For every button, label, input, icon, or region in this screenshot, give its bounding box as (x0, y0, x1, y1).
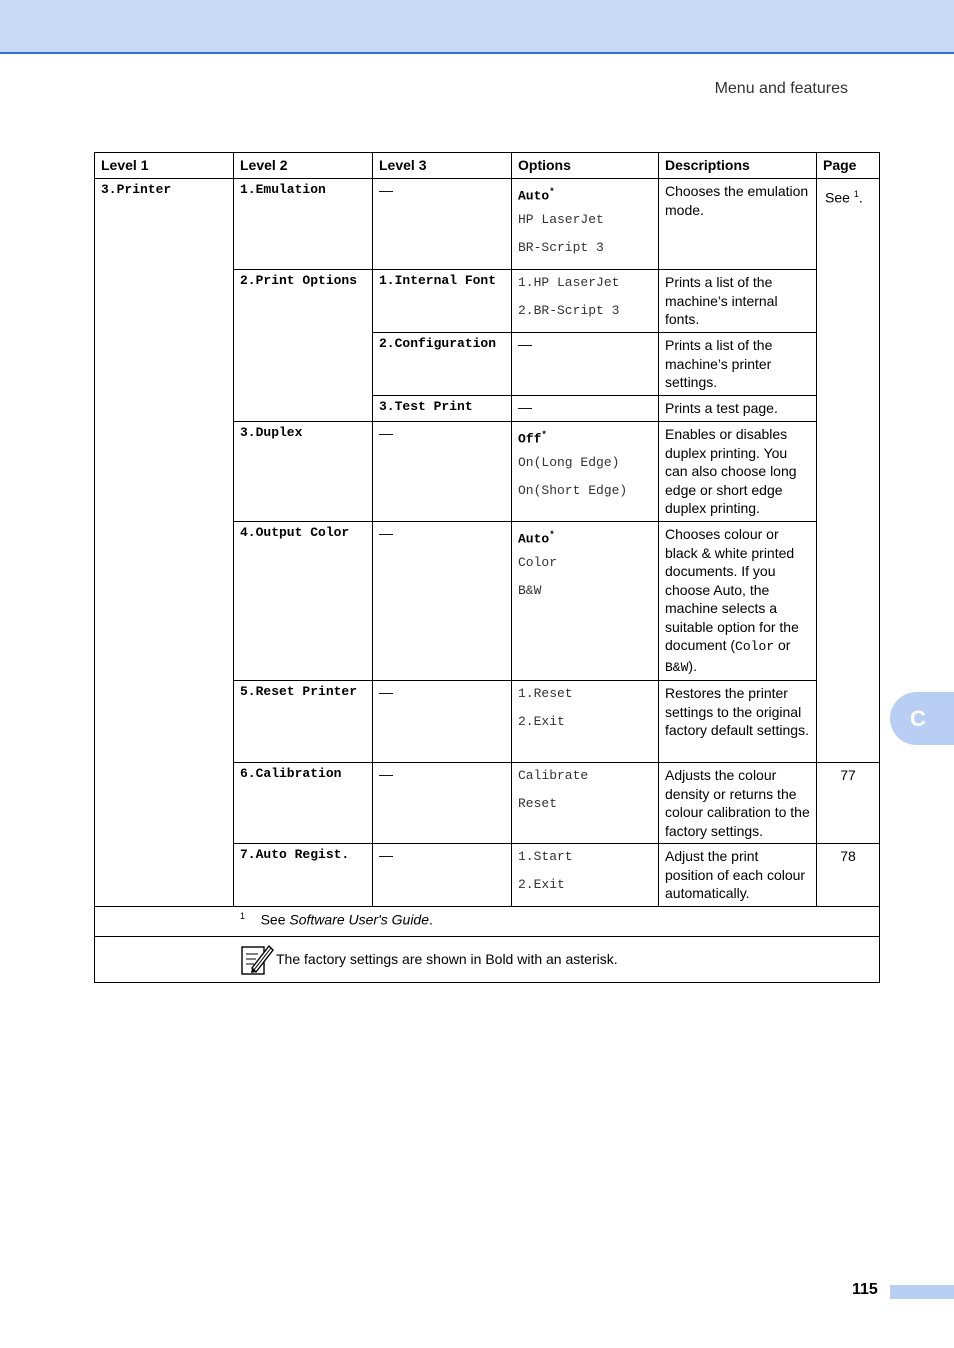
chapter-tab: C (890, 692, 954, 745)
options-cell (512, 422, 659, 522)
description-cell: Prints a list of the machine’s printer settings. (659, 333, 817, 396)
running-title: Menu and features (714, 80, 848, 97)
description-cell: Chooses the emulation mode. (659, 179, 817, 270)
options-cell (512, 522, 659, 681)
level2-duplex: 3.Duplex (234, 422, 373, 522)
option-item: Calibrate (518, 768, 589, 783)
level1-printer: 3.Printer (95, 179, 234, 907)
level2-auto-regist: 7.Auto Regist. (234, 844, 373, 907)
level2-print-options: 2.Print Options (234, 270, 373, 422)
level3-dash: — (373, 763, 512, 844)
option-default: Off* (518, 430, 547, 447)
option-default: Auto* (518, 530, 555, 547)
option-item: 1.Start (518, 849, 573, 864)
options-cell (512, 763, 659, 844)
page-see-cell: See $^1$. (817, 179, 880, 763)
table-row (95, 179, 880, 270)
header-level2: Level 2 (234, 153, 373, 179)
note-row (95, 937, 880, 983)
option-item: On(Long Edge) (518, 455, 620, 470)
option-item: Reset (518, 796, 558, 811)
options-dash: — (512, 396, 659, 422)
page-ref: 78 (817, 844, 880, 907)
description-cell: Adjusts the colour density or returns the colour calibration to the factory settings. (659, 763, 817, 844)
option-item: 2.Exit (518, 877, 565, 892)
options-cell (512, 844, 659, 907)
option-item: 2.Exit (518, 714, 565, 729)
footnote: $^1$ See Software User's Guide. (95, 907, 880, 937)
level3-dash: — (373, 844, 512, 907)
options-cell (512, 179, 659, 270)
description-cell: Prints a list of the machine’s internal fonts. (659, 270, 817, 333)
header-level3: Level 3 (373, 153, 512, 179)
option-item: 2.BR-Script 3 (518, 303, 620, 318)
option-item: On(Short Edge) (518, 483, 628, 498)
option-item: HP LaserJet (518, 212, 604, 227)
level3-dash: — (373, 179, 512, 270)
table-header-row (95, 153, 880, 179)
page-number-bar (890, 1285, 954, 1299)
header-page: Page (817, 153, 880, 179)
options-cell (512, 270, 659, 333)
description-cell: Prints a test page. (659, 396, 817, 422)
description-cell: Adjust the print position of each colour automatically. (659, 844, 817, 907)
menu-table (94, 152, 880, 983)
level3-dash: — (373, 422, 512, 522)
option-item: B&W (518, 583, 542, 598)
header-options: Options (512, 153, 659, 179)
options-dash: — (512, 333, 659, 396)
level3-dash: — (373, 522, 512, 681)
option-item: BR-Script 3 (518, 240, 604, 255)
note: The factory settings are shown in Bold with an asterisk. (95, 937, 880, 983)
level3-dash: — (373, 681, 512, 763)
option-item: Color (518, 555, 558, 570)
footnote-row (95, 907, 880, 937)
option-default: Auto* (518, 187, 555, 204)
level3-test-print: 3.Test Print (373, 396, 512, 422)
header-level1: Level 1 (95, 153, 234, 179)
description-cell: Chooses colour or black & white printed documents. If you choose Auto, the machine selects a suitable option for the document (Color or B&W). (659, 522, 817, 681)
note-pencil-icon (240, 942, 274, 979)
header-descriptions: Descriptions (659, 153, 817, 179)
level2-reset-printer: 5.Reset Printer (234, 681, 373, 763)
option-item: 1.Reset (518, 686, 573, 701)
level3-configuration: 2.Configuration (373, 333, 512, 396)
description-cell: Restores the printer settings to the original factory default settings. (659, 681, 817, 763)
option-item: 1.HP LaserJet (518, 275, 620, 290)
level2-output-color: 4.Output Color (234, 522, 373, 681)
top-header-band (0, 0, 954, 54)
level3-internal-font: 1.Internal Font (373, 270, 512, 333)
level2-emulation: 1.Emulation (234, 179, 373, 270)
page-number: 115 (852, 1281, 878, 1298)
options-cell (512, 681, 659, 763)
footnote-ref: 1 (853, 189, 859, 199)
page-ref: 77 (817, 763, 880, 844)
level2-calibration: 6.Calibration (234, 763, 373, 844)
description-cell: Enables or disables duplex printing. You can also choose long edge or short edge duplex printing. (659, 422, 817, 522)
